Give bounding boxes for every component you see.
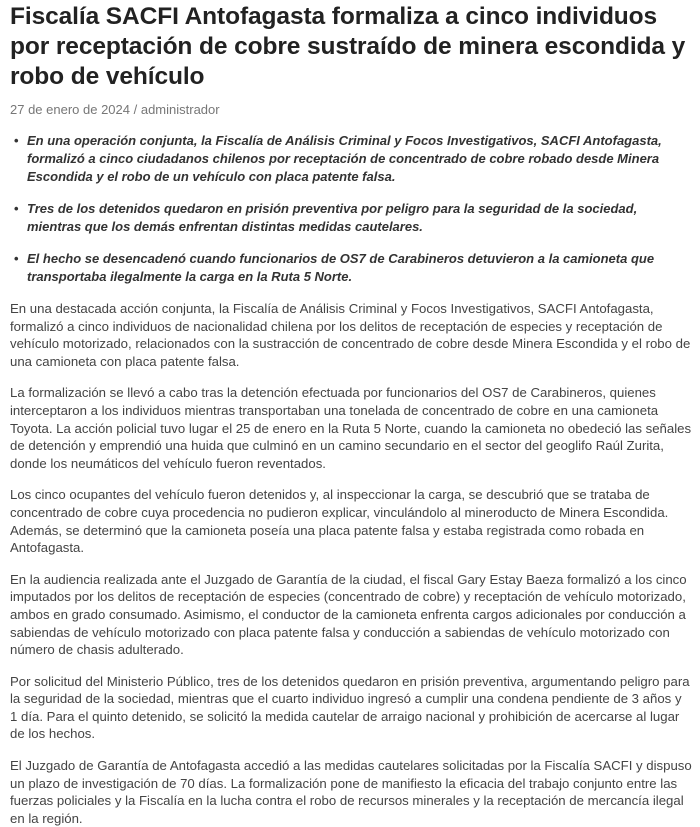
body-paragraph: Los cinco ocupantes del vehículo fueron detenidos y, al inspeccionar la carga, se descubrió que se trataba de concentrado de cobre cuya procedencia no pudieron explicar, vinculándolo al mineroducto de Minera Escondida. Además, se determinó que la camioneta poseía una placa patente falsa y estaba registrada como robada en Antofagasta. [10, 487, 669, 556]
author-link[interactable]: administrador [140, 102, 220, 117]
body-paragraph: En una destacada acción conjunta, la Fiscalía de Análisis Criminal y Focos Investigativos, SACFI Antofagasta, formalizó a cinco individuos de nacionalidad chilena por los delitos de receptación de especies y receptación de vehículo motorizado, relacionados con la sustracción de concentrado de cobre desde Minera Escondida y el robo de una camioneta con placa patente falsa. [10, 301, 691, 369]
highlight-item: • El hecho se desencadenó cuando funcionarios de OS7 de Carabineros detuvieron a la camioneta que transportaba ilegalmente la carga en la Ruta 5 Norte. [27, 250, 692, 286]
body-paragraph: En la audiencia realizada ante el Juzgado de Garantía de la ciudad, el fiscal Gary Estay Baeza formalizó a los cinco imputados por los delitos de receptación de especies (concentrado de cobre) y receptación de vehículo motorizado, ambos en grado consumado. Asimismo, el conductor de la camioneta enfrenta cargos adicionales por conducción a sabiendas de vehículo motorizado con placa patente falsa y conducción a sabiendas de vehículo motorizado con número de chasis adulterado. [10, 571, 687, 658]
body-paragraph: El Juzgado de Garantía de Antofagasta accedió a las medidas cautelares solicitadas por la Fiscalía SACFI y dispuso un plazo de investigación de 70 días. La formalización pone de manifiesto la eficacia del trabajo conjunto entre las fuerzas policiales y la Fiscalía en la lucha contra el robo de recursos minerales y la receptación de mercancía ilegal en la región. [10, 758, 692, 826]
highlights-list [10, 132, 692, 286]
article-meta [10, 101, 692, 119]
meta-separator: / [130, 102, 141, 117]
publish-date[interactable]: 27 de enero de 2024 [10, 102, 130, 117]
body-paragraph: La formalización se llevó a cabo tras la detención efectuada por funcionarios del OS7 de Carabineros, quienes interceptaron a los individuos mientras transportaban una tonelada de concentrado de cobre en una camioneta Toyota. La acción policial tuvo lugar el 25 de enero en la Ruta 5 Norte, cuando la camioneta no obedeció las señales de detención y emprendió una huida que culminó en un camino secundario en el sector del geoglifo Raúl Zurita, donde los neumáticos del vehículo fueron reventados. [10, 385, 692, 471]
highlight-item: • En una operación conjunta, la Fiscalía de Análisis Criminal y Focos Investigativos, SACFI Antofagasta, formalizó a cinco ciudadanos chilenos por receptación de concentrado de cobre robado desde Minera Escondida y el robo de un vehículo con placa patente falsa. [27, 132, 692, 186]
highlight-item: • Tres de los detenidos quedaron en prisión preventiva por peligro para la seguridad de la sociedad, mientras que los demás enfrentan distintas medidas cautelares. [27, 200, 692, 236]
body-paragraph: Por solicitud del Ministerio Público, tres de los detenidos quedaron en prisión preventiva, argumentando peligro para la seguridad de la sociedad, mientras que el cuarto individuo ingresó a cumplir una condena pendiente de 3 años y 1 día. Para el quinto detenido, se solicitó la medida cautelar de arraigo nacional y prohibición de acercarse al lugar de los hechos. [10, 673, 690, 742]
article-title: Fiscalía SACFI Antofagasta formaliza a cinco individuos por receptación de cobre sustraído de minera escondida y robo de vehículo [10, 3, 686, 90]
